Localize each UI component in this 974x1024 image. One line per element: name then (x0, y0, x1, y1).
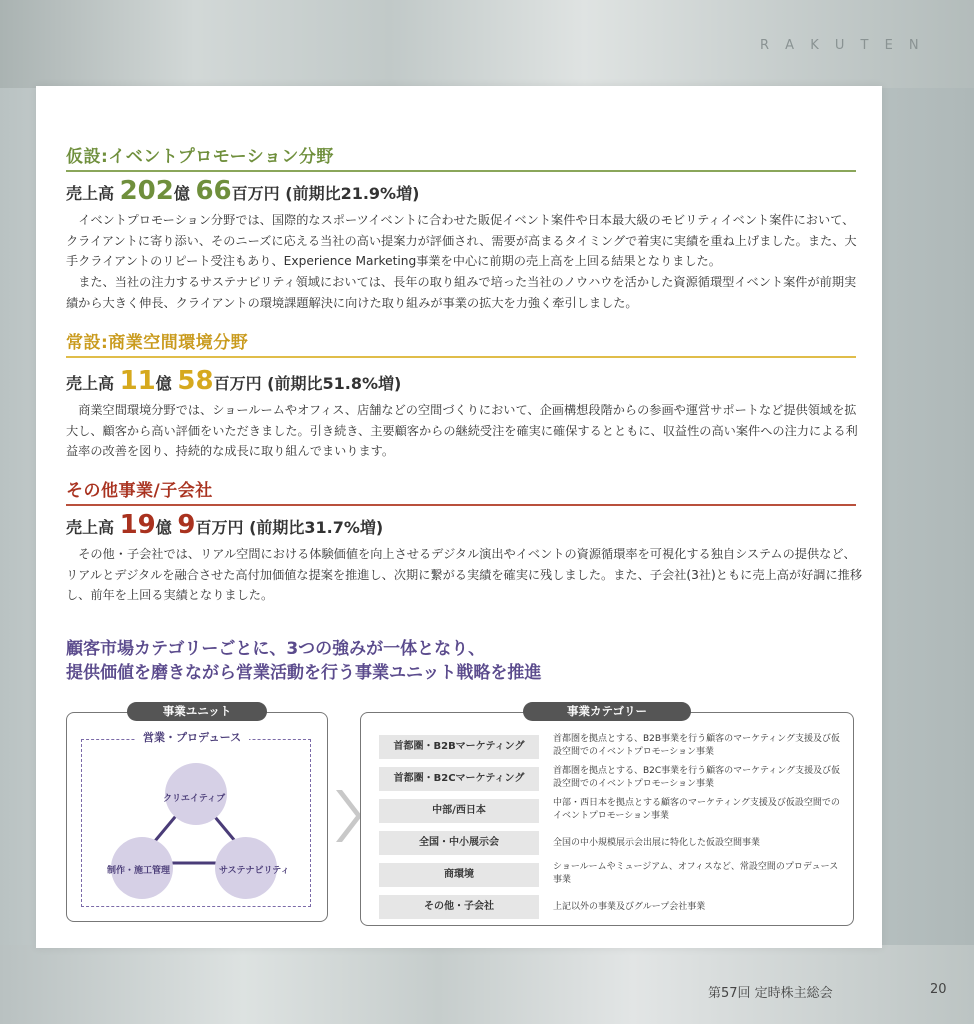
sales-growth: (前期比51.8%増) (267, 374, 402, 393)
category-desc: 全国の中小規模展示会出展に特化した仮設空間事業 (553, 838, 761, 848)
business-unit-label: 事業ユニット (127, 702, 267, 721)
category-row (379, 829, 839, 859)
footer-meeting-title: 第57回 定時株主総会 (708, 986, 833, 1001)
sales-line-other (66, 510, 383, 540)
section-title-event: 仮設:イベントプロモーション分野 (66, 147, 334, 167)
watermark-text: R A K U T E N (760, 38, 925, 53)
sustainability-label: サステナビリティ (219, 866, 290, 876)
sales-line-event (66, 176, 419, 206)
category-row (379, 733, 839, 763)
category-row (379, 893, 839, 923)
produce-label: 営業・プロデュース (135, 729, 249, 745)
category-row (379, 797, 839, 827)
business-category-label: 事業カテゴリー (523, 702, 691, 721)
paragraph-event-1: イベントプロモーション分野では、国際的なスポーツイベントに合わせた販促イベント案件や日本最大級のモビリティイベント案件において、クライアントに寄り添い、そのニーズに応える当社の高い提案力が評価され、需要が高まるタイミングで着実に実績を重ね上げました。また、大手クライアントのリピート受注もあり、Experience Marketing事業を中心に前期の売上高を上回る結果となりました。 (66, 213, 857, 268)
sales-major-unit: 億 (173, 184, 190, 203)
creative-label: クリエイティブ (163, 794, 226, 804)
strategy-headline-line2: 提供価値を磨きながら営業活動を行う事業ユニット戦略を推進 (66, 663, 542, 683)
category-desc: ショールームやミュージアム、オフィスなど、常設空間のプロデュース事業 (553, 862, 839, 885)
category-name: 首都圏・B2Cマーケティング (379, 767, 539, 791)
category-desc: 首都圏を拠点とする、B2B事業を行う顧客のマーケティング支援及び仮設空間でのイベントプロモーション事業 (553, 734, 840, 757)
category-desc: 上記以外の事業及びグループ会社事業 (553, 902, 706, 912)
footer-page-number: 20 (930, 982, 947, 997)
sales-growth: (前期比31.7%増) (249, 518, 384, 537)
section-title-other: その他事業/子会社 (66, 481, 213, 501)
document-page (36, 86, 882, 948)
sales-line-commercial (66, 366, 401, 396)
category-name: 全国・中小展示会 (379, 831, 539, 855)
sales-prefix: 売上高 (66, 374, 115, 393)
category-name: その他・子会社 (379, 895, 539, 919)
sales-minor-unit: 百万円 (213, 374, 262, 393)
sales-prefix: 売上高 (66, 184, 115, 203)
sales-major: 202 (119, 176, 174, 206)
section-rule-event (66, 170, 856, 172)
sales-growth: (前期比21.9%増) (285, 184, 420, 203)
sales-major: 19 (119, 510, 156, 540)
category-name: 中部/西日本 (379, 799, 539, 823)
sales-minor: 66 (195, 176, 232, 206)
paragraph-other: その他・子会社では、リアル空間における体験価値を向上させるデジタル演出やイベントの資源循環率を可視化する独自システムの提供など、リアルとデジタルを融合させた高付加価値な提案を推進し、次期に繋がる実績を確実に残しました。また、子会社(3社)ともに売上高が好調に推移し、前年を上回る実績となりました。 (66, 547, 863, 602)
business-unit-box (66, 704, 328, 922)
sales-minor-unit: 百万円 (195, 518, 244, 537)
category-name: 商環境 (379, 863, 539, 887)
category-desc: 首都圏を拠点とする、B2C事業を行う顧客のマーケティング支援及び仮設空間でのイベントプロモーション事業 (553, 766, 841, 789)
sales-minor-unit: 百万円 (231, 184, 280, 203)
category-name: 首都圏・B2Bマーケティング (379, 735, 539, 759)
sales-major-unit: 億 (155, 374, 172, 393)
category-desc: 中部・西日本を拠点とする顧客のマーケティング支援及び仮設空間でのイベントプロモーション事業 (553, 798, 840, 821)
business-category-box (360, 704, 854, 926)
section-title-commercial: 常設:商業空間環境分野 (66, 333, 249, 353)
strategy-headline-line1: 顧客市場カテゴリーごとに、3つの強みが一体となり、 (66, 639, 486, 659)
chevron-right-icon (332, 786, 362, 846)
category-row (379, 861, 839, 891)
sales-minor: 58 (177, 366, 214, 396)
section-rule-commercial (66, 356, 856, 358)
background-top-frame (0, 0, 974, 88)
sales-major: 11 (119, 366, 156, 396)
section-rule-other (66, 504, 856, 506)
sales-minor: 9 (177, 510, 196, 540)
sales-prefix: 売上高 (66, 518, 115, 537)
paragraph-event-2: また、当社の注力するサステナビリティ領域においては、長年の取り組みで培った当社のノウハウを活かした資源循環型イベント案件が前期実績から大きく伸長、クライアントの環境課題解決に向けた取り組みが事業の拡大を力強く牽引しました。 (66, 275, 857, 310)
sales-major-unit: 億 (155, 518, 172, 537)
production-label: 制作・施工管理 (107, 866, 171, 876)
category-row (379, 765, 839, 795)
paragraph-commercial: 商業空間環境分野では、ショールームやオフィス、店舗などの空間づくりにおいて、企画構想段階からの参画や運営サポートなど提供領域を拡大し、顧客から高い評価をいただきました。引き続き、主要顧客からの継続受注を確実に確保するとともに、収益性の高い案件への注力による利益率の改善を図り、持続的な成長に取り組んでまいります。 (66, 403, 858, 458)
